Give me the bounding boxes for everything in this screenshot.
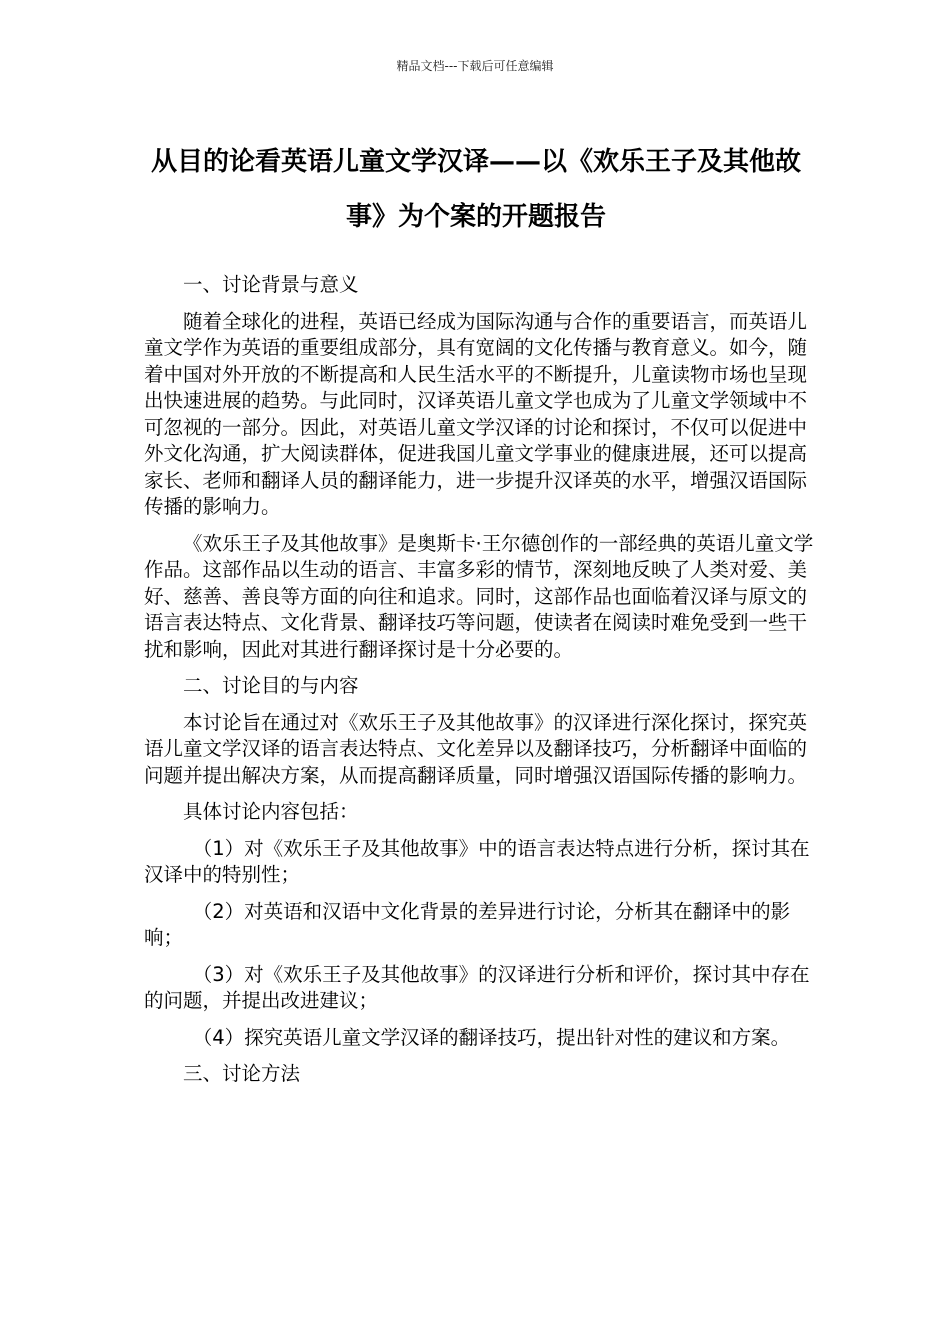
list-item: （3）对《欢乐王子及其他故事》的汉译进行分析和评价，探讨其中存在的问题，并提出改进建议； bbox=[144, 962, 810, 1012]
paragraph-content-intro: 具体讨论内容包括： bbox=[183, 800, 359, 823]
section-heading-method: 三、讨论方法 bbox=[183, 1062, 301, 1085]
section-heading-purpose: 二、讨论目的与内容 bbox=[183, 674, 359, 697]
document-body bbox=[144, 272, 816, 1098]
paragraph-purpose: 本讨论旨在通过对《欢乐王子及其他故事》的汉译进行深化探讨，探究英语儿童文学汉译的语言表达特点、文化差异以及翻译技巧，分析翻译中面临的问题并提出解决方案，从而提高翻译质量，同时增强汉语国际传播的影响力。 bbox=[144, 710, 808, 787]
section-heading-background: 一、讨论背景与意义 bbox=[183, 273, 359, 296]
document-title: 从目的论看英语儿童文学汉译——以《欢乐王子及其他故事》为个案的开题报告 bbox=[150, 147, 801, 232]
paragraph-background: 随着全球化的进程，英语已经成为国际沟通与合作的重要语言，而英语儿童文学作为英语的重要组成部分，具有宽阔的文化传播与教育意义。如今，随着中国对外开放的不断提高和人民生活水平的不断提升，儿童读物市场也呈现出快速进展的趋势。与此同时，汉译英语儿童文学也成为了儿童文学领域中不可忽视的一部分。因此，对英语儿童文学汉译的讨论和探讨，不仅可以促进中外文化沟通，扩大阅读群体，促进我国儿童文学事业的健康进展，还可以提高家长、老师和翻译人员的翻译能力，进一步提升汉译英的水平，增强汉语国际传播的影响力。 bbox=[144, 309, 808, 518]
list-item: （1）对《欢乐王子及其他故事》中的语言表达特点进行分析，探讨其在汉译中的特别性； bbox=[144, 836, 810, 886]
list-item: （2）对英语和汉语中文化背景的差异进行讨论，分析其在翻译中的影响； bbox=[144, 899, 791, 949]
list-item: （4）探究英语儿童文学汉译的翻译技巧，提出针对性的建议和方案。 bbox=[192, 1025, 791, 1049]
paragraph-work-intro: 《欢乐王子及其他故事》是奥斯卡·王尔德创作的一部经典的英语儿童文学作品。这部作品以生动的语言、丰富多彩的情节，深刻地反映了人类对爱、美好、慈善、善良等方面的向往和追求。同时，这部作品也面临着汉译与原文的语言表达特点、文化背景、翻译技巧等问题，使读者在阅读时难免受到一些干扰和影响，因此对其进行翻译探讨是十分必要的。 bbox=[144, 531, 814, 661]
header-note: 精品文档---下载后可任意编辑 bbox=[396, 59, 554, 73]
